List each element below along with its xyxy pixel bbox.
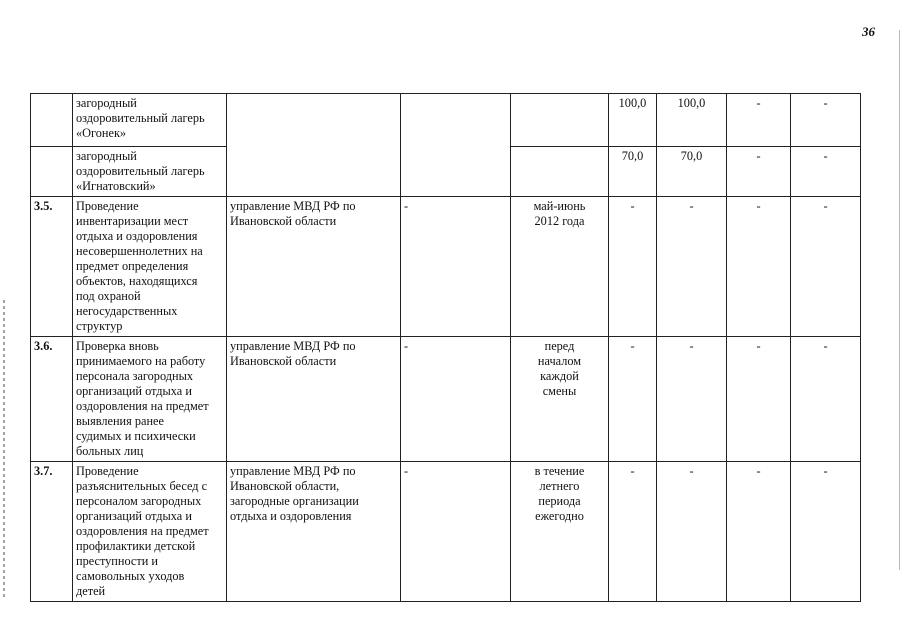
- executor-cell: управление МВД РФ по Ивановской области, загородные организации отдыха и оздоровления: [227, 462, 401, 602]
- table-row: [31, 462, 861, 602]
- executor-cell: управление МВД РФ по Ивановской области: [227, 197, 401, 337]
- funding-cell: -: [401, 337, 511, 462]
- value-cell: -: [609, 337, 657, 462]
- value-cell: -: [791, 147, 861, 197]
- event-cell: Проведение разъяснительных бесед с персоналом загородных организаций отдыха и оздоровления на предмет профилактики детской преступности и самовольных уходов детей: [73, 462, 227, 602]
- executor-cell: управление МВД РФ по Ивановской области: [227, 337, 401, 462]
- term-cell: [511, 94, 609, 147]
- funding-cell: -: [401, 197, 511, 337]
- funding-cell: [401, 94, 511, 197]
- value-cell: -: [791, 337, 861, 462]
- value-cell: 70,0: [609, 147, 657, 197]
- term-cell: в течение летнего периода ежегодно: [511, 462, 609, 602]
- value-cell: 100,0: [657, 94, 727, 147]
- term-cell: май-июнь 2012 года: [511, 197, 609, 337]
- table-row: [31, 94, 861, 147]
- term-cell: перед началом каждой смены: [511, 337, 609, 462]
- row-number: 3.5.: [31, 197, 73, 337]
- value-cell: -: [727, 197, 791, 337]
- row-number: 3.6.: [31, 337, 73, 462]
- value-cell: -: [727, 94, 791, 147]
- plan-table: [30, 93, 861, 602]
- value-cell: -: [657, 197, 727, 337]
- event-cell: Проведение инвентаризации мест отдыха и оздоровления несовершеннолетних на предмет определения объектов, находящихся под охраной негосударственных структур: [73, 197, 227, 337]
- table-row: [31, 337, 861, 462]
- funding-cell: -: [401, 462, 511, 602]
- value-cell: 70,0: [657, 147, 727, 197]
- value-cell: -: [727, 337, 791, 462]
- value-cell: -: [609, 197, 657, 337]
- value-cell: -: [791, 197, 861, 337]
- table-row: [31, 197, 861, 337]
- page-edge: [899, 30, 900, 570]
- page-number: 36: [862, 24, 875, 39]
- event-cell: загородный оздоровительный лагерь «Огонек»: [73, 94, 227, 147]
- event-cell: Проверка вновь принимаемого на работу персонала загородных организаций отдыха и оздоровления на предмет выявления ранее судимых и психически больных лиц: [73, 337, 227, 462]
- value-cell: -: [609, 462, 657, 602]
- term-cell: [511, 147, 609, 197]
- binding-mark: [3, 300, 5, 600]
- event-cell: загородный оздоровительный лагерь «Игнатовский»: [73, 147, 227, 197]
- value-cell: -: [657, 462, 727, 602]
- row-number: 3.7.: [31, 462, 73, 602]
- value-cell: 100,0: [609, 94, 657, 147]
- value-cell: -: [727, 147, 791, 197]
- row-number: [31, 147, 73, 197]
- value-cell: -: [727, 462, 791, 602]
- row-number: [31, 94, 73, 147]
- executor-cell: [227, 94, 401, 197]
- value-cell: -: [791, 94, 861, 147]
- value-cell: -: [791, 462, 861, 602]
- value-cell: -: [657, 337, 727, 462]
